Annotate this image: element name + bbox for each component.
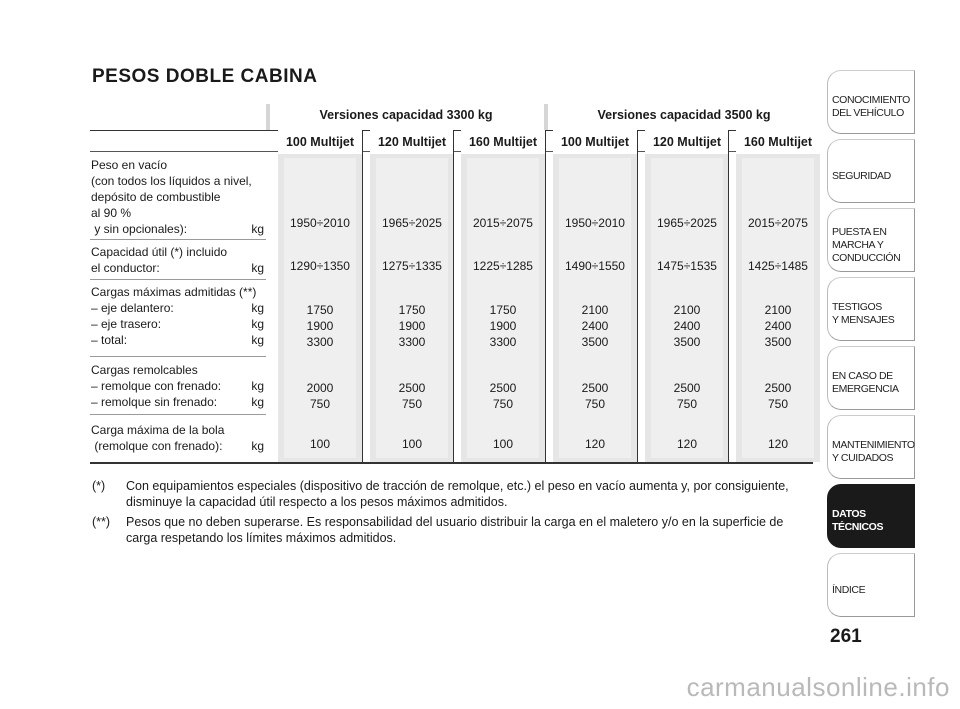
table-cell: 750 (767, 397, 789, 411)
group-header-3500: Versiones capacidad 3500 kg (597, 108, 771, 122)
table-cell: 1900 (306, 319, 334, 333)
table-cell: 2000 (306, 381, 334, 395)
column-header: 100 Multijet (278, 130, 362, 154)
row-divider (90, 279, 266, 280)
table-cell: 2400 (673, 319, 701, 333)
table-cell: 750 (401, 397, 423, 411)
section-sidebar (827, 70, 915, 622)
data-column (736, 130, 820, 462)
table-cell: 3300 (306, 335, 334, 349)
table-cell: 1290÷1350 (290, 259, 350, 273)
table-cell: 750 (309, 397, 331, 411)
table-cell: 3300 (489, 335, 517, 349)
table-cell: 3300 (398, 335, 426, 349)
page-number: 261 (830, 626, 862, 647)
table-cell: 2400 (764, 319, 792, 333)
table-cell: 750 (492, 397, 514, 411)
footnote: (**) Pesos que no deben superarse. Es responsabilidad del usuario distribuir la carga en el maletero y/o en la superficie de carga respetando los límites máximos admitidos. (92, 515, 784, 545)
table-cell: 120 (676, 437, 698, 451)
column-header: 100 Multijet (553, 130, 637, 154)
group-header-3300: Versiones capacidad 3300 kg (319, 108, 493, 122)
sidebar-tab-puesta-en-marcha[interactable]: PUESTA EN MARCHA Y CONDUCCIÓN (827, 208, 915, 272)
table-cell: 120 (584, 437, 606, 451)
table-cell: 1965÷2025 (382, 216, 442, 230)
table-cell: 2500 (673, 381, 701, 395)
data-column (461, 130, 545, 462)
table-cell: 1900 (398, 319, 426, 333)
table-cell: 2100 (673, 303, 701, 317)
group-separator (544, 104, 548, 130)
data-column (553, 130, 637, 462)
table-cell: 2400 (581, 319, 609, 333)
table-cell: 3500 (673, 335, 701, 349)
table-cell: 2100 (764, 303, 792, 317)
column-header: 120 Multijet (645, 130, 729, 154)
table-cell: 1950÷2010 (290, 216, 350, 230)
row-divider (90, 239, 266, 240)
column-divider (362, 130, 363, 462)
footnotes (92, 478, 802, 550)
table-cell: 1490÷1550 (565, 259, 625, 273)
sidebar-tab-seguridad[interactable]: SEGURIDAD (827, 139, 915, 203)
column-header: 160 Multijet (461, 130, 545, 154)
watermark: carmanualsonline.info (686, 672, 950, 702)
table-cell: 3500 (581, 335, 609, 349)
footnote: (*) Con equipamientos especiales (dispositivo de tracción de remolque, etc.) el peso en vacío aumenta y, por consiguiente, disminuye la capacidad útil respecto a los pesos máximos admitidos. (92, 479, 789, 509)
table-cell: 750 (584, 397, 606, 411)
row-label-peso-vacio: Peso en vacío (con todos los líquidos a nivel, depósito de combustible al 90 % y sin opcionales): kg (91, 158, 264, 236)
table-cell: 1950÷2010 (565, 216, 625, 230)
row-label-cargas-maximas: Cargas máximas admitidas (**) – eje delantero: kg – eje trasero: kg – total: kg (91, 285, 264, 347)
sidebar-tab-conocimiento[interactable]: CONOCIMIENTO DEL VEHÍCULO (827, 70, 915, 134)
table-cell: 1475÷1535 (657, 259, 717, 273)
group-separator (266, 104, 270, 130)
data-column (278, 130, 362, 462)
row-divider (90, 414, 266, 415)
table-cell: 100 (492, 437, 514, 451)
table-cell: 120 (767, 437, 789, 451)
table-cell: 750 (676, 397, 698, 411)
row-label-capacidad-util: Capacidad útil (*) incluido el conductor: kg (91, 245, 264, 275)
table-cell: 100 (401, 437, 423, 451)
table-cell: 1750 (489, 303, 517, 317)
table-cell: 2100 (581, 303, 609, 317)
table-cell: 2500 (398, 381, 426, 395)
table-cell: 1965÷2025 (657, 216, 717, 230)
column-divider (545, 130, 546, 462)
table-cell: 2500 (764, 381, 792, 395)
page-title: PESOS DOBLE CABINA (92, 66, 318, 87)
table-cell: 2015÷2075 (748, 216, 808, 230)
column-divider (728, 130, 729, 462)
sidebar-tab-indice[interactable]: ÍNDICE (827, 553, 915, 617)
table-cell: 2015÷2075 (473, 216, 533, 230)
table-cell: 1425÷1485 (748, 259, 808, 273)
sidebar-tab-testigos[interactable]: TESTIGOS Y MENSAJES (827, 277, 915, 341)
table-cell: 100 (309, 437, 331, 451)
table-cell: 1275÷1335 (382, 259, 442, 273)
sidebar-tab-datos-tecnicos[interactable]: DATOS TÉCNICOS (827, 484, 915, 548)
table-cell: 2500 (489, 381, 517, 395)
table-cell: 2500 (581, 381, 609, 395)
column-header: 120 Multijet (370, 130, 454, 154)
column-header: 160 Multijet (736, 130, 820, 154)
data-column (645, 130, 729, 462)
row-divider (90, 356, 266, 357)
table-cell: 1225÷1285 (473, 259, 533, 273)
table-cell: 3500 (764, 335, 792, 349)
table-cell: 1750 (398, 303, 426, 317)
row-label-cargas-remolcables: Cargas remolcables – remolque con frenado: kg – remolque sin frenado: kg (91, 363, 264, 409)
column-divider (453, 130, 454, 462)
sidebar-tab-emergencia[interactable]: EN CASO DE EMERGENCIA (827, 346, 915, 410)
data-column (370, 130, 454, 462)
table-cell: 1900 (489, 319, 517, 333)
column-divider (637, 130, 638, 462)
sidebar-tab-mantenimiento[interactable]: MANTENIMIENTO Y CUIDADOS (827, 415, 915, 479)
row-label-carga-bola: Carga máxima de la bola (remolque con frenado): kg (91, 423, 264, 453)
table-bottom-rule (90, 462, 813, 464)
table-cell: 1750 (306, 303, 334, 317)
